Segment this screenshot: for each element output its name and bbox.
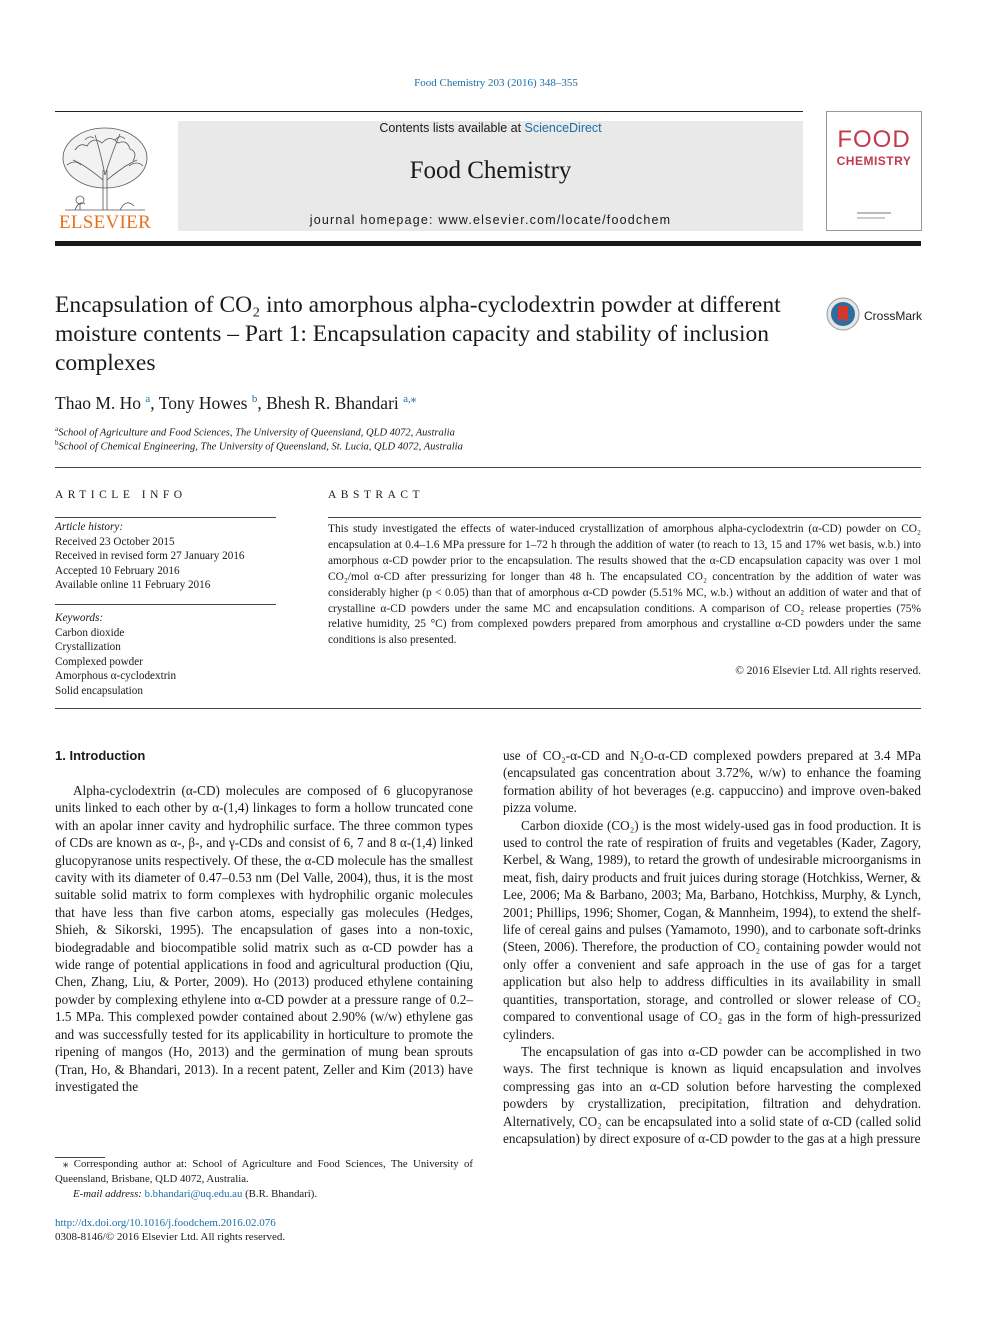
body-paragraph: Alpha-cyclodextrin (α-CD) molecules are composed of 6 glucopyranose units linked to each other by α-(1,4) linkages to form a hollow truncated cone with an apolar inner cavity and hydrophilic surface. The three common types of CDs are known as α-, β-, and γ-CDs and consist of 6, 7 and 8 α-(1,4) linked glucopyranose units respectively. Of these, the α-CD molecule has the smallest cavity with its diameter of 0.47–0.53 nm (Del Valle, 2004), thus, it is the most suitable solid matrix to form complexes with hydrophilic organic molecules that have less than five carbon atoms, especially gas molecules (Hedges, Shieh, & Sikorski, 1995). The encapsulation of gases into a non-toxic, biodegradable and biocompatible solid matrix such as α-CD powder has a wide range of potential applications in food and agricultural production (Qiu, Chen, Zhang, Liu, & Porter, 2009). Ho (2013) produced ethylene containing powder by complexing ethylene into α-CD powder at a pressure range of 0.2–1.5 MPa. This complexed powder contained about 2.90% (w/w) ethylene gas and was successfully tested for its applicability in horticulture to promote the ripening of mangos (Ho, 2013) and the germination of mung bean sprouts (Tran, Ho, & Bhandari, 2013). In a recent patent, Zeller and Kim (2013) have investigated the <box>55 783 473 1094</box>
keyword: Amorphous α-cyclodextrin <box>55 670 177 682</box>
journal-homepage[interactable]: journal homepage: www.elsevier.com/locate/foodchem <box>309 213 672 227</box>
article-history <box>55 520 276 593</box>
keywords-label: Keywords: <box>55 612 104 624</box>
crossmark-label[interactable]: CrossMark <box>864 309 923 323</box>
elsevier-wordmark: ELSEVIER <box>58 212 152 233</box>
article-info-heading: ARTICLE INFO <box>55 489 187 501</box>
keywords <box>55 611 276 698</box>
author-name: Tony Howes <box>158 392 248 413</box>
abstract-rule <box>328 517 921 518</box>
history-item: Accepted 10 February 2016 <box>55 564 180 577</box>
crossmark-icon[interactable] <box>826 297 860 331</box>
body-paragraph: use of CO₂-α-CD and N₂O-α-CD complexed powders prepared at 3.4 MPa (encapsulated gas concentration about 3.72%, w/w) to enhance the foaming formation ability of hot beverages (e.g. cappuccino) and improve oven-baked pizza volume. <box>503 748 921 816</box>
doi-link[interactable]: http://dx.doi.org/10.1016/j.foodchem.2016.02.076 <box>55 1217 276 1229</box>
intro-right-column <box>503 747 921 1147</box>
intro-left-column <box>55 782 473 1095</box>
journal-cover-thumbnail <box>826 111 922 231</box>
author-affiliation-mark[interactable]: b <box>251 393 258 405</box>
corresponding-author-note <box>55 1157 473 1202</box>
keyword: Carbon dioxide <box>55 626 125 639</box>
affiliation <box>55 439 463 453</box>
section-rule <box>55 708 921 709</box>
journal-name: Food Chemistry <box>409 157 572 184</box>
author-affiliation-mark[interactable]: a,⁎ <box>403 393 417 405</box>
info-rule <box>55 517 276 518</box>
author-name: Thao M. Ho <box>55 392 142 413</box>
email-link[interactable]: b.bhandari@uq.edu.au <box>144 1188 243 1200</box>
issn-copyright: 0308-8146/© 2016 Elsevier Ltd. All rights reserved. <box>55 1231 286 1243</box>
body-paragraph: Carbon dioxide (CO₂) is the most widely-used gas in food production. It is used to control the rate of respiration of fruits and vegetables (Kader, Zagory, Kerbel, & Wang, 1989), to retard the growth of undesirable microorganisms in meat, fish, dairy products and fruit juices during storage (Hotchkiss, Werner, & Lee, 2006; Ma & Barbano, 2003; Ma, Barbano, Hotchkiss, Murphy, & Lynch, 2001; Phillips, 1996; Shomer, Cogan, & Mannheim, 1994), to extend the shelf-life of cereal gains and pulses (Yamamoto, 1990), and to carbonate soft-drinks (Steen, 2006). Therefore, the production of CO₂ containing powder would not only offer a convenient and safe approach in the use of gas for a target application but also help to address difficulties in its availability in small quantities, transportation, storage, and controlled or slower release of CO₂ compared to conventional usage of CO₂ gas in the form of high-pressurized cylinders. <box>503 817 921 1042</box>
keyword: Crystallization <box>55 641 121 653</box>
affiliation-mark: a <box>55 425 59 433</box>
email-line <box>55 1187 473 1202</box>
keyword: Solid encapsulation <box>55 684 143 697</box>
corresponding-text: ⁎ Corresponding author at: School of Agriculture and Food Sciences, The University of Queensland, Brisbane, QLD 4072, Australia. <box>55 1158 473 1185</box>
cover-decor-line <box>857 212 891 214</box>
author-list: Thao M. Ho $^a$, Tony Howes $^b$, Bhesh R. Bhandari $^{a,⁎}$ <box>55 392 417 413</box>
info-rule <box>55 604 276 605</box>
affiliation <box>55 425 455 439</box>
cover-title-chemistry: CHEMISTRY <box>836 154 912 168</box>
author-affiliation-mark[interactable]: a <box>145 393 151 405</box>
article-title: Encapsulation of CO₂ into amorphous alpha-cyclodextrin powder at different moisture contents – Part 1: Encapsulation capacity and stability of inclusion complexes <box>55 292 781 376</box>
cover-decor-line <box>857 217 885 219</box>
abstract-copyright: © 2016 Elsevier Ltd. All rights reserved. <box>735 665 921 677</box>
cover-title-food: FOOD <box>837 126 911 153</box>
header-rule <box>55 111 803 112</box>
affiliation-text: School of Chemical Engineering, The University of Queensland, St. Lucia, QLD 4072, Australia <box>58 441 463 453</box>
affiliation-text: School of Agriculture and Food Sciences, The University of Queensland, QLD 4072, Australia <box>58 427 455 439</box>
history-item: Received 23 October 2015 <box>55 535 175 548</box>
body-paragraph: The encapsulation of gas into α-CD powder can be accomplished in two ways. The first technique is known as liquid encapsulation and involves compressing gas into an α-CD solution before harvesting the complexed powders by crystallization, precipitation, filtration and dehydration. Alternatively, CO₂ can be encapsulated into a solid state of α-CD (called solid encapsulation) by direct exposure of α-CD powder to the gas at a high pressure <box>503 1043 921 1146</box>
author-name: Bhesh R. Bhandari <box>266 392 399 413</box>
history-item: Available online 11 February 2016 <box>55 579 211 591</box>
section-rule <box>55 467 921 468</box>
email-suffix: (B.R. Bhandari). <box>245 1188 318 1200</box>
abstract-heading: ABSTRACT <box>328 489 425 501</box>
abstract-text: This study investigated the effects of water-induced crystallization of amorphous alpha-cyclodextrin (α-CD) powder on CO₂ encapsulation at 0.4–1.6 MPa pressure for 1–72 h through the addition of water (to reach to 13, 15 and 17% wet basis, w.b.) into amorphous α-CD powder prior to the encapsulation. The results showed that the α-CD encapsulation capacity was over 1 mol CO₂/mol α-CD after pressurizing for longer than 48 h. The encapsulated CO₂ concentration by the addition of water was considerably higher (p < 0.05) than that of amorphous α-CD powder (5.51% MC, w.b.) without an addition of water and that of crystalline α-CD powders under the same MC and encapsulation conditions. A comparison of CO₂ release properties (75% relative humidity, 25 °C) from complexed powders prepared from amorphous and crystalline α-CD powders under the same conditions is also presented. <box>328 523 921 647</box>
history-label: Article history: <box>55 521 124 533</box>
affiliation-mark: b <box>55 439 59 447</box>
email-label: E-mail address: <box>73 1188 142 1200</box>
history-item: Received in revised form 27 January 2016 <box>55 550 245 562</box>
sciencedirect-link[interactable]: ScienceDirect <box>524 121 602 135</box>
section-heading-introduction: 1. Introduction <box>55 748 146 763</box>
keyword: Complexed powder <box>55 655 143 668</box>
journal-citation[interactable]: Food Chemistry 203 (2016) 348–355 <box>414 77 578 89</box>
contents-line <box>178 121 803 135</box>
contents-prefix: Contents lists available at <box>379 121 525 135</box>
header-thick-rule <box>55 241 921 246</box>
